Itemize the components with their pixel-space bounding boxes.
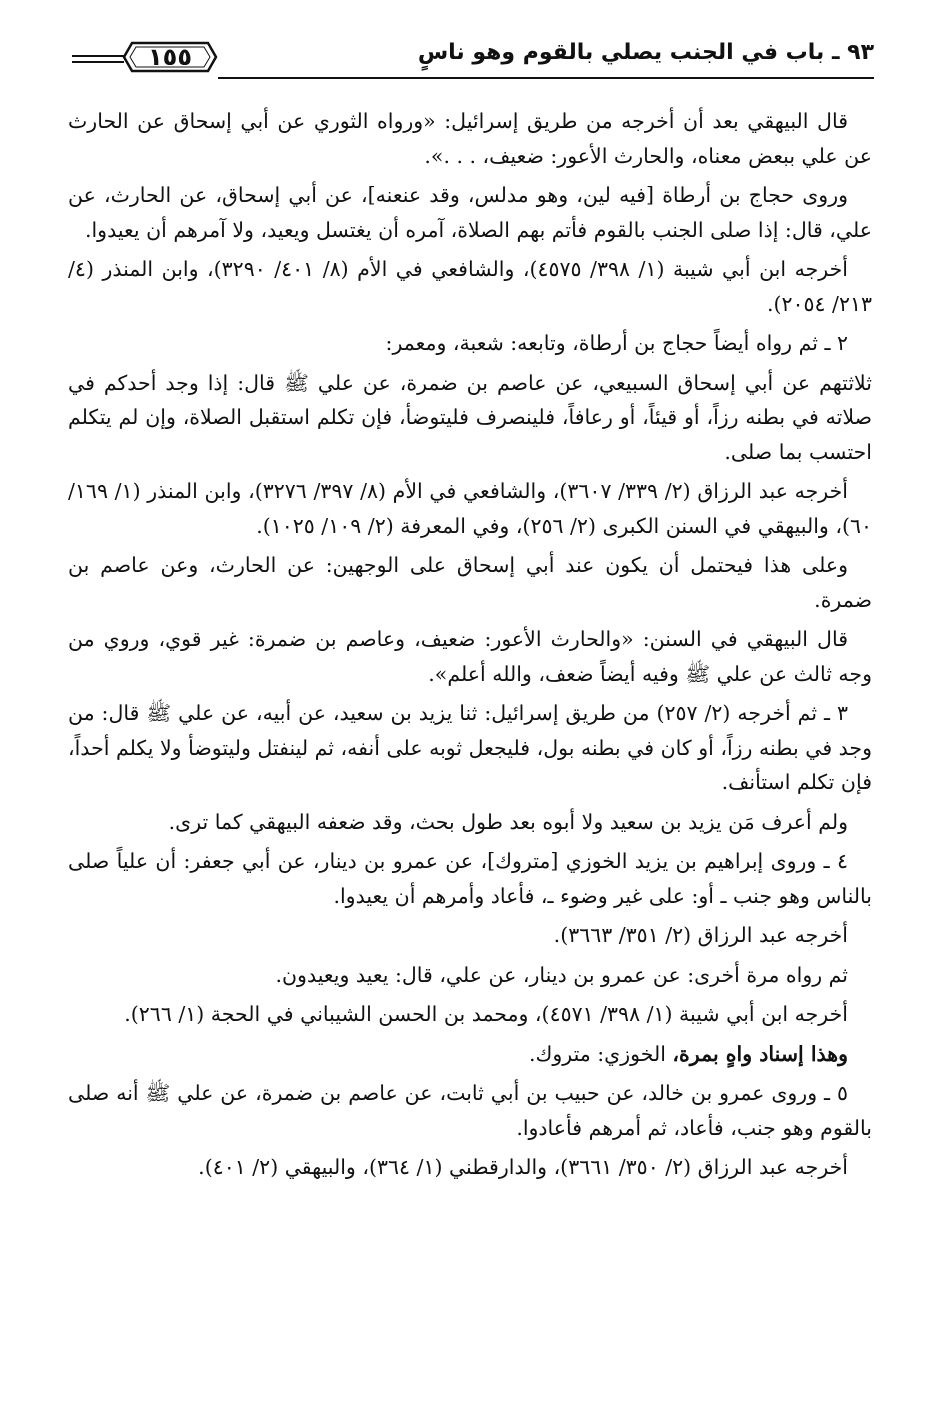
chapter-title: ٩٣ ـ باب في الجنب يصلي بالقوم وهو ناسٍ: [417, 40, 874, 65]
paragraph: أخرجه ابن أبي شيبة (١/ ٣٩٨/ ٤٥٧١)، ومحمد بن الحسن الشيباني في الحجة (١/ ٢٦٦).: [124, 1002, 848, 1026]
page-number-frame: [122, 40, 218, 74]
paragraph: ٣ ـ ثم أخرجه (٢/ ٢٥٧) من طريق إسرائيل: ثنا يزيد بن سعيد، عن أبيه، عن علي ﷺ قال: من وجد في بطنه رزاً، أو كان في بطنه بول، فليجعل ثوبه على أنفه، ثم لينفتل وليتوضأ ولا يكلم أحداً، فإن تكلم استأنف.: [68, 701, 872, 794]
paragraph: ولم أعرف مَن يزيد بن سعيد ولا أبوه بعد طول بحث، وقد ضعفه البيهقي كما ترى.: [168, 809, 848, 834]
paragraph: قال البيهقي في السنن: «والحارث الأعور: ضعيف، وعاصم بن ضمرة: غير قوي، وروي من وجه ثالث عن علي ﷺ وفيه أيضاً ضعف، والله أعلم».: [68, 627, 872, 686]
page-header: [72, 32, 874, 92]
paragraph: ٤ ـ وروى إبراهيم بن يزيد الخوزي [متروك]، عن عمرو بن دينار، عن أبي جعفر: أن علياً صلى بالناس وهو جنب ـ أو: على غير وضوء ـ، فأعاد وأمرهم أن يعيدوا.: [68, 849, 872, 908]
paragraph: أخرجه عبد الرزاق (٢/ ٣٣٩/ ٣٦٠٧)، والشافعي في الأم (٨/ ٣٩٧/ ٣٢٧٦)، وابن المنذر (١/ ١٦٩/ ٦٠)، والبيهقي في السنن الكبرى (٢/ ٢٥٦)، وفي المعرفة (٢/ ١٠٩/ ١٠٢٥).: [68, 479, 872, 538]
paragraph: وروى حجاج بن أرطاة [فيه لين، وهو مدلس، وقد عنعنه]، عن أبي إسحاق، عن الحارث، عن علي، قال: إذا صلى الجنب بالقوم فأتم بهم الصلاة، آمره أن يغتسل ويعيد، ولا آمرهم أن يعيدوا.: [68, 183, 872, 242]
paragraph: وعلى هذا فيحتمل أن يكون عند أبي إسحاق على الوجهين: عن الحارث، وعن عاصم بن ضمرة.: [68, 553, 872, 612]
paragraph: قال البيهقي بعد أن أخرجه من طريق إسرائيل: «ورواه الثوري عن أبي إسحاق عن الحارث عن علي ببعض معناه، والحارث الأعور: ضعيف، . . .».: [68, 109, 872, 168]
page-number-badge: [72, 38, 272, 78]
page-body: [68, 104, 872, 1190]
bold-phrase: وهذا إسناد واهٍ بمرة،: [672, 1041, 848, 1066]
badge-rule-line: [72, 55, 124, 57]
page-number: ١٥٥: [148, 43, 192, 71]
paragraph-verdict: [68, 1037, 872, 1072]
paragraph: أخرجه ابن أبي شيبة (١/ ٣٩٨/ ٤٥٧٥)، والشافعي في الأم (٨/ ٤٠١/ ٣٢٩٠)، وابن المنذر (٤/ ٢١٣/ ٢٠٥٤).: [68, 257, 872, 316]
verdict-rest: الخوزي: متروك.: [528, 1041, 673, 1066]
paragraph: أخرجه عبد الرزاق (٢/ ٣٥١/ ٣٦٦٣).: [553, 923, 848, 947]
paragraph: ثلاثتهم عن أبي إسحاق السبيعي، عن عاصم بن ضمرة، عن علي ﷺ قال: إذا وجد أحدكم في صلاته في بطنه رزاً، أو قيئاً، أو رعافاً، فلينصرف فليتوضأ، فإن تكلم استقبل الصلاة، وإن لم يتكلم احتسب بما صلى.: [68, 370, 872, 464]
paragraph: أخرجه عبد الرزاق (٢/ ٣٥٠/ ٣٦٦١)، والدارقطني (١/ ٣٦٤)، والبيهقي (٢/ ٤٠١).: [198, 1155, 848, 1179]
paragraph: ٥ ـ وروى عمرو بن خالد، عن حبيب بن أبي ثابت، عن عاصم بن ضمرة، عن علي ﷺ أنه صلى بالقوم وهو جنب، فأعاد، ثم أمرهم فأعادوا.: [68, 1081, 872, 1140]
header-rule: [218, 77, 874, 79]
paragraph: ثم رواه مرة أخرى: عن عمرو بن دينار، عن علي، قال: يعيد ويعيدون.: [275, 962, 848, 987]
paragraph: ٢ ـ ثم رواه أيضاً حجاج بن أرطاة، وتابعه: شعبة، ومعمر:: [385, 331, 848, 355]
badge-rule-line: [72, 61, 124, 63]
